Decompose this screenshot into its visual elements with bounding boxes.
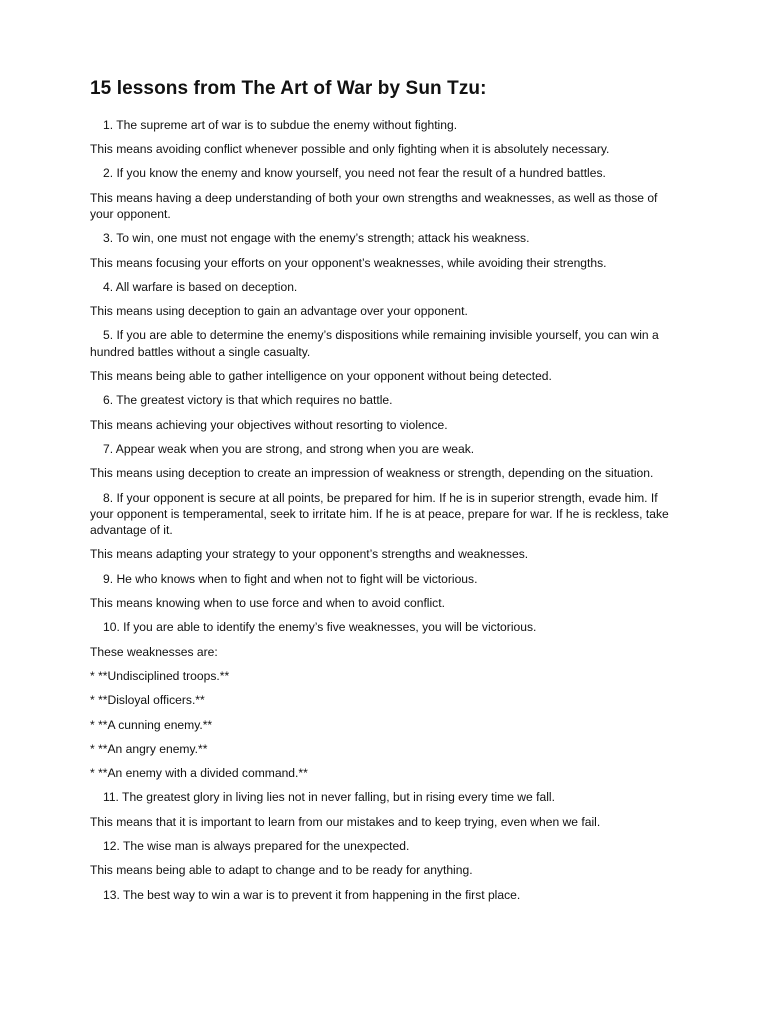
weaknesses-intro: These weaknesses are: (90, 644, 218, 659)
weakness-item: * **Disloyal officers.** (90, 693, 205, 708)
lesson-12: 12. The wise man is always prepared for the unexpected. (103, 839, 410, 853)
weakness-item: * **A cunning enemy.** (90, 717, 213, 732)
lesson-12-explanation: This means being able to adapt to change and to be ready for anything. (90, 863, 473, 878)
lesson-3: 3. To win, one must not engage with the enemy’s strength; attack his weakness. (103, 231, 530, 246)
lesson-3-explanation: This means focusing your efforts on your opponent’s weaknesses, while avoiding their strengths. (90, 255, 607, 270)
lesson-2-explanation: This means having a deep understanding of both your own strengths and weaknesses, as well as those of your opponent. (90, 190, 658, 221)
lesson-9: 9. He who knows when to fight and when not to fight will be victorious. (103, 571, 478, 586)
lesson-6-explanation: This means achieving your objectives without resorting to violence. (90, 417, 448, 432)
lesson-8: 8. If your opponent is secure at all points, be prepared for him. If he is in superior strength, evade him. If your opponent is temperamental, seek to irritate him. If he is at peace, prepare for war. If he is reckless, take advantage of it. (90, 490, 669, 538)
weakness-item: * **Undisciplined troops.** (90, 668, 230, 683)
lesson-5: 5. If you are able to determine the enemy’s dispositions while remaining invisible yourself, you can win a hundred battles without a single casualty. (90, 328, 659, 359)
lesson-11: 11. The greatest glory in living lies not in never falling, but in rising every time we fall. (103, 790, 555, 805)
lesson-4-explanation: This means using deception to gain an advantage over your opponent. (90, 304, 468, 319)
lesson-1: 1. The supreme art of war is to subdue the enemy without fighting. (103, 117, 458, 132)
weakness-item: * **An angry enemy.** (90, 741, 208, 756)
lesson-11-explanation: This means that it is important to learn from our mistakes and to keep trying, even when we fail. (90, 814, 601, 829)
weakness-item: * **An enemy with a divided command.** (90, 766, 308, 781)
lesson-7-explanation: This means using deception to create an impression of weakness or strength, depending on the situation. (90, 466, 654, 481)
lesson-5-explanation: This means being able to gather intelligence on your opponent without being detected. (90, 369, 552, 384)
document-page (90, 78, 682, 911)
lesson-8-explanation: This means adapting your strategy to your opponent’s strengths and weaknesses. (90, 547, 529, 562)
lesson-4: 4. All warfare is based on deception. (103, 279, 298, 294)
lesson-13: 13. The best way to win a war is to prevent it from happening in the first place. (103, 887, 521, 902)
lesson-7: 7. Appear weak when you are strong, and strong when you are weak. (103, 441, 475, 456)
lesson-2: 2. If you know the enemy and know yourself, you need not fear the result of a hundred battles. (103, 166, 606, 181)
lesson-9-explanation: This means knowing when to use force and when to avoid conflict. (90, 596, 445, 611)
document-title: 15 lessons from The Art of War by Sun Tzu: (90, 78, 487, 99)
lesson-1-explanation: This means avoiding conflict whenever possible and only fighting when it is absolutely necessary. (90, 142, 610, 157)
lesson-10: 10. If you are able to identify the enemy’s five weaknesses, you will be victorious. (103, 620, 537, 635)
lesson-6: 6. The greatest victory is that which requires no battle. (103, 393, 393, 408)
